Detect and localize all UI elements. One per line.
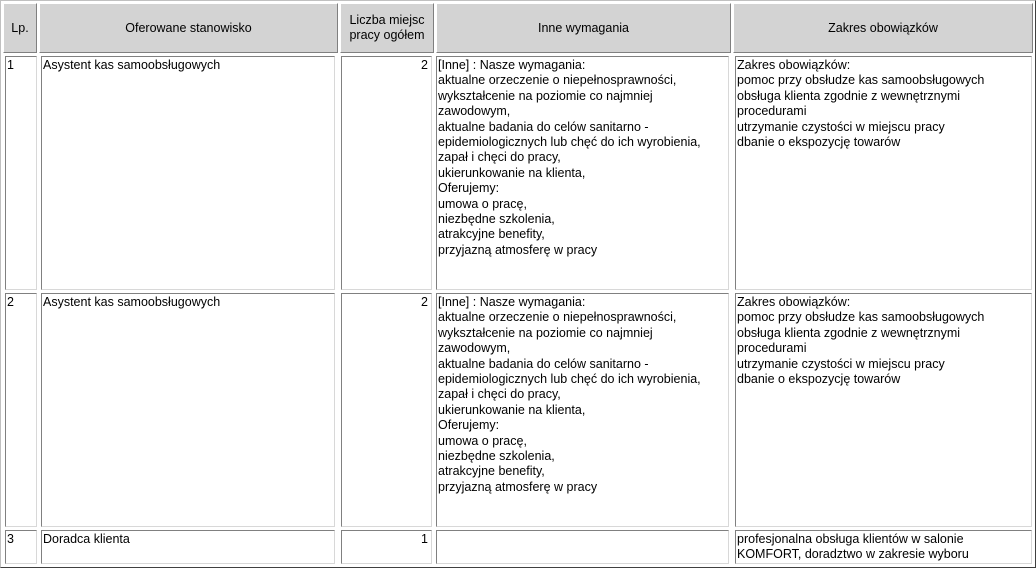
row2-req-line: zawodowym, [438,341,511,356]
row2-req-line: aktualne orzeczenie o niepełnosprawności, [438,310,677,325]
row1-duty-line: procedurami [737,104,807,119]
row2-duty-line: obsługa klienta zgodnie z wewnętrznymi [737,325,961,340]
row1-req-line: wykształcenie na poziomie co najmniej [438,88,653,103]
row1-req-line: epidemiologicznych lub chęć do ich wyrobienia, [438,135,701,150]
row1-duty-line: dbanie o ekspozycję towarów [737,135,901,150]
row3-places: 1 [341,530,432,564]
row1-req-line: umowa o pracę, [438,196,527,211]
row1-duty-line: obsługa klienta zgodnie z wewnętrznymi [737,88,961,103]
row1-lp: 1 [5,56,37,290]
row2-duty-line: utrzymanie czystości w miejscu pracy [737,356,945,371]
row1-position: Asystent kas samoobsługowych [41,56,335,290]
row2-req-line: Oferujemy: [438,418,500,433]
row2-places: 2 [341,293,432,527]
row2-req-line: ukierunkowanie na klienta, [438,402,586,417]
row2-position: Asystent kas samoobsługowych [41,293,335,527]
row2-duty-line: dbanie o ekspozycję towarów [737,372,901,387]
row2-duty-line: procedurami [737,341,807,356]
header-requirements: Inne wymagania [436,3,731,53]
row3-duties [735,530,1032,564]
header-places-line2: pracy ogółem [349,28,425,42]
row1-req-line: zapał i chęci do pracy, [438,150,561,165]
row1-req-line: [Inne] : Nasze wymagania: [438,58,586,72]
row1-req-line: Oferujemy: [438,181,500,196]
row1-duties [735,56,1032,290]
row2-duty-line: pomoc przy obsłudze kas samoobsługowych [737,310,985,325]
row1-requirements [436,56,729,290]
row2-req-line: niezbędne szkolenia, [438,449,555,464]
row2-req-line: epidemiologicznych lub chęć do ich wyrobienia, [438,372,701,387]
row3-duty-line: profesjonalna obsługa klientów w salonie [737,532,964,546]
row1-duty-line: Zakres obowiązków: [737,58,851,72]
row1-req-line: niezbędne szkolenia, [438,212,555,227]
header-places-line1: Liczba miejsc [349,13,425,27]
header-lp: Lp. [3,3,37,53]
row3-lp: 3 [5,530,37,564]
row2-requirements [436,293,729,527]
row2-req-line: zapał i chęci do pracy, [438,387,561,402]
row1-req-line: ukierunkowanie na klienta, [438,165,586,180]
row2-req-line: aktualne badania do celów sanitarno - [438,356,649,371]
row3-requirements [436,530,729,564]
row2-duties [735,293,1032,527]
row2-req-line: przyjazną atmosferę w pracy [438,479,598,494]
row1-places: 2 [341,56,432,290]
row1-req-line: aktualne orzeczenie o niepełnosprawności, [438,73,677,88]
header-position: Oferowane stanowisko [39,3,338,53]
row2-req-line: wykształcenie na poziomie co najmniej [438,325,653,340]
row2-req-line: atrakcyjne benefity, [438,464,545,479]
row2-lp: 2 [5,293,37,527]
row1-duty-line: pomoc przy obsłudze kas samoobsługowych [737,73,985,88]
row1-req-line: zawodowym, [438,104,511,119]
header-places [340,3,434,53]
row1-req-line: atrakcyjne benefity, [438,227,545,242]
row1-req-line: aktualne badania do celów sanitarno - [438,119,649,134]
row3-duty-line: KOMFORT, doradztwo w zakresie wyboru [737,547,969,562]
header-duties: Zakres obowiązków [733,3,1033,53]
row3-position: Doradca klienta [41,530,335,564]
row1-req-line: przyjazną atmosferę w pracy [438,242,598,257]
row1-duty-line: utrzymanie czystości w miejscu pracy [737,119,945,134]
row2-duty-line: Zakres obowiązków: [737,295,851,309]
row2-req-line: umowa o pracę, [438,433,527,448]
row2-req-line: [Inne] : Nasze wymagania: [438,295,586,309]
